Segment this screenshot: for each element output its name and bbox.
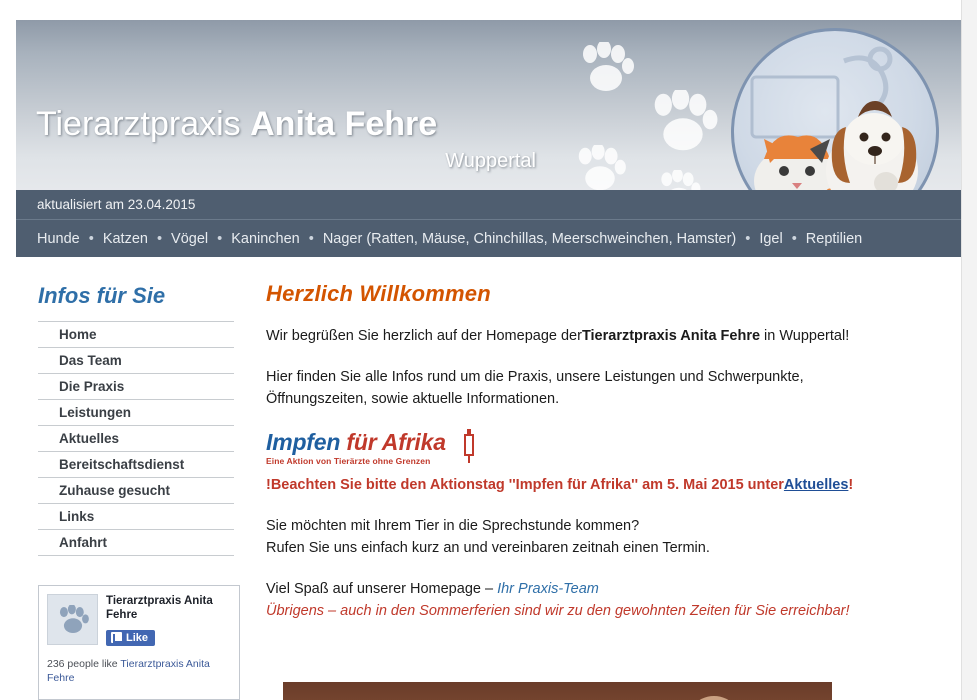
- welcome-paragraph: [266, 325, 946, 348]
- closing-paragraph: [266, 578, 946, 623]
- campaign-logo-part1: Impfen: [266, 428, 341, 455]
- sidebar-item-aktuelles[interactable]: [38, 426, 234, 452]
- facebook-like-box[interactable]: [38, 585, 240, 700]
- top-navigation[interactable]: [16, 219, 961, 257]
- sidebar-item-label: Zuhause gesucht: [59, 483, 171, 498]
- site-header: [16, 20, 961, 206]
- nav-separator: •: [88, 230, 94, 247]
- campaign-notice: [266, 475, 946, 497]
- holiday-note: Übrigens – auch in den Sommerferien sind wir zu den gewohnten Zeiten für Sie erreichbar!: [266, 603, 850, 620]
- facebook-like-count-text: 236 people like: [47, 658, 121, 671]
- sidebar-item-home[interactable]: [38, 322, 234, 348]
- paw-print-icon: [576, 42, 636, 94]
- sidebar-item-label: Die Praxis: [59, 379, 125, 394]
- thumbs-up-icon: [111, 632, 122, 643]
- sidebar-item-label: Das Team: [59, 353, 122, 368]
- team-signature: Ihr Praxis-Team: [497, 580, 599, 597]
- facebook-page-name: Tierarztpraxis Anita Fehre: [106, 595, 213, 622]
- nav-separator: •: [308, 230, 314, 247]
- sidebar-item-bereitschaftsdienst[interactable]: [38, 452, 234, 478]
- campaign-block: [266, 428, 946, 466]
- appointment-paragraph: [266, 515, 946, 560]
- welcome-text-c: in Wuppertal!: [760, 328, 850, 344]
- campaign-logo-subtitle: Eine Aktion von Tierärzte ohne Grenzen: [266, 455, 431, 466]
- facebook-like-label: Like: [126, 631, 149, 644]
- campaign-logo-title: [266, 428, 471, 455]
- sidebar-item-leistungen[interactable]: [38, 400, 234, 426]
- avatar: [47, 594, 98, 645]
- sidebar-item-anfahrt[interactable]: [38, 530, 234, 556]
- nav-item-hunde[interactable]: Hunde: [37, 230, 80, 247]
- sidebar-item-die-praxis[interactable]: [38, 374, 234, 400]
- nav-item-kaninchen[interactable]: Kaninchen: [231, 230, 300, 247]
- sidebar-item-das-team[interactable]: [38, 348, 234, 374]
- sidebar-menu: [38, 321, 234, 556]
- page-title: Herzlich Willkommen: [266, 281, 491, 306]
- facebook-header: [47, 594, 231, 648]
- facebook-like-button[interactable]: [106, 630, 155, 646]
- nav-item-igel[interactable]: Igel: [759, 230, 783, 247]
- campaign-notice-text: !Beachten Sie bitte den Aktionstag ''Impfen für Afrika'' am 5. Mai 2015 unter: [266, 476, 784, 493]
- sidebar-item-zuhause-gesucht[interactable]: [38, 478, 234, 504]
- facebook-page-link[interactable]: Tierarztpraxis Anita Fehre: [47, 658, 210, 685]
- impfen-fuer-afrika-logo: [266, 428, 471, 466]
- facebook-page-block: [106, 594, 231, 648]
- site-title-prefix: Tierarztpraxis: [36, 105, 251, 143]
- sidebar-item-label: Anfahrt: [59, 535, 107, 550]
- last-updated-bar: aktualisiert am 23.04.2015: [16, 190, 961, 219]
- sidebar-item-links[interactable]: [38, 504, 234, 530]
- practice-name-inline: Tierarztpraxis Anita Fehre: [581, 328, 761, 344]
- site-title-block: [36, 105, 656, 173]
- site-title: [36, 105, 656, 144]
- closing-text: Viel Spaß auf unserer Homepage –: [266, 580, 498, 597]
- practice-logo: [731, 28, 939, 206]
- nav-item-katzen[interactable]: Katzen: [102, 230, 148, 247]
- page-scrollbar[interactable]: [961, 0, 977, 700]
- syringe-icon: [462, 429, 476, 468]
- campaign-notice-tail: !: [848, 476, 854, 493]
- nav-separator: •: [791, 230, 797, 247]
- photo-person-3: [683, 696, 745, 700]
- sidebar-title: Infos für Sie: [38, 283, 166, 308]
- sidebar-item-label: Bereitschaftsdienst: [59, 457, 185, 472]
- sidebar-item-label: Links: [59, 509, 95, 524]
- page-content: [16, 257, 961, 700]
- info-line-2: Öffnungszeiten, sowie aktuelle Informationen.: [266, 391, 560, 408]
- campaign-logo-part2: für Afrika: [340, 428, 446, 455]
- info-paragraph: [266, 366, 946, 411]
- main-column: [266, 257, 946, 623]
- team-photo: [283, 682, 832, 700]
- facebook-like-count: [47, 657, 231, 685]
- sidebar: [17, 257, 247, 685]
- appointment-line-1: Sie möchten mit Ihrem Tier in die Sprechstunde kommen?: [266, 517, 640, 534]
- paw-print-icon: [646, 90, 720, 154]
- appointment-line-2: Rufen Sie uns einfach kurz an und vereinbaren zeitnah einen Termin.: [266, 540, 710, 557]
- welcome-text-a: Wir begrüßen Sie herzlich auf der Homepage der: [266, 328, 582, 344]
- site-title-name: Anita Fehre: [250, 105, 438, 143]
- nav-item-nager[interactable]: Nager (Ratten, Mäuse, Chinchillas, Meerschweinchen, Hamster): [322, 230, 737, 247]
- site-subtitle: Wuppertal: [445, 150, 536, 172]
- aktuelles-link[interactable]: Aktuelles: [783, 476, 849, 493]
- sidebar-item-label: Leistungen: [59, 405, 132, 420]
- sidebar-item-label: Aktuelles: [59, 431, 120, 446]
- nav-item-reptilien[interactable]: Reptilien: [805, 230, 863, 247]
- info-line-1: Hier finden Sie alle Infos rund um die Praxis, unsere Leistungen und Schwerpunkte,: [266, 368, 804, 385]
- browser-chrome-strip: [0, 0, 977, 20]
- nav-separator: •: [156, 230, 163, 247]
- nav-item-voegel[interactable]: Vögel: [171, 230, 209, 247]
- nav-separator: •: [217, 230, 223, 247]
- nav-separator: •: [745, 230, 751, 247]
- sidebar-item-label: Home: [59, 327, 97, 342]
